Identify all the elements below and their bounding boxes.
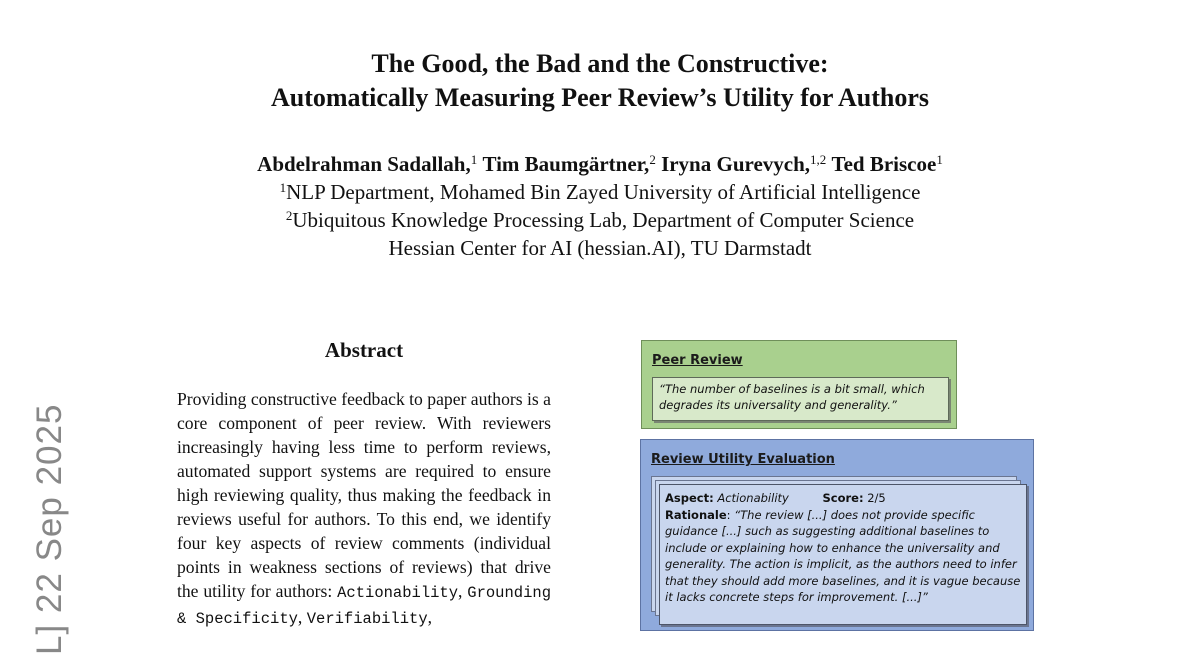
score-value: 2/5 <box>867 491 886 505</box>
separator: , <box>427 607 433 627</box>
affiliation-2 <box>0 206 1200 234</box>
author-line <box>0 150 1200 178</box>
affiliation-3: Hessian Center for AI (hessian.AI), TU Darmstadt <box>388 236 812 260</box>
rationale-block <box>665 507 1021 606</box>
rationale-text: “The review [...] does not provide specific guidance [...] such as suggesting additional baselines to include or explaining how to enhance the universality and generality. The action is implicit, as the authors need to infer that they should add more baselines, and it is vague because it lacks concrete steps for improvement. [...]” <box>665 507 1021 604</box>
aspect-score-line <box>665 490 1021 507</box>
evaluation-title: Review Utility Evaluation <box>651 452 835 467</box>
title-line-1: The Good, the Bad and the Constructive: <box>371 49 829 78</box>
affiliation-mark: 2 <box>285 207 293 223</box>
abstract-text: Providing constructive feedback to paper authors is a core component of peer review. With reviewers increasingly having less time to perform reviews, automated support systems are required to ensure high reviewing quality, thus making the feedback in reviews useful for authors. To this end, we identify four key aspects of review comments (individual points in weakness sections of reviews) that drive the utility for authors: <box>177 389 551 601</box>
rationale-label: Rationale <box>665 507 727 522</box>
author-affiliation-mark: 1 <box>470 151 478 167</box>
paper-title <box>0 47 1200 115</box>
aspect-term: Actionability <box>337 584 459 602</box>
aspect-label: Aspect: <box>665 491 714 505</box>
arxiv-side-stamp: L] 22 Sep 2025 <box>30 403 69 655</box>
aspect-term: Grounding & Specificity <box>177 584 551 628</box>
abstract-body <box>177 387 551 631</box>
score-label: Score: <box>822 491 864 505</box>
title-line-2: Automatically Measuring Peer Review’s Utility for Authors <box>270 83 930 112</box>
evaluation-card <box>659 484 1027 625</box>
author-name: Tim Baumgärtner, <box>482 152 650 176</box>
rationale-colon: : <box>726 507 735 522</box>
author-block <box>0 150 1200 262</box>
affiliation-text: Ubiquitous Knowledge Processing Lab, Department of Computer Science <box>292 208 915 232</box>
author-name: Ted Briscoe <box>831 152 937 176</box>
affiliation-mark: 1 <box>279 179 287 195</box>
peer-review-quote: “The number of baselines is a bit small, which degrades its universality and generality.” <box>652 377 949 421</box>
author-name: Abdelrahman Sadallah, <box>257 152 471 176</box>
affiliation-text: NLP Department, Mohamed Bin Zayed University of Artificial Intelligence <box>286 180 921 204</box>
author-name: Iryna Gurevych, <box>661 152 811 176</box>
separator: , <box>297 607 307 627</box>
author-affiliation-mark: 1 <box>936 151 943 167</box>
aspect-value: Actionability <box>717 491 789 505</box>
aspect-term: Verifiability <box>306 610 428 628</box>
separator: , <box>458 581 468 601</box>
review-utility-evaluation-box <box>640 439 1034 631</box>
peer-review-title: Peer Review <box>652 353 743 368</box>
author-affiliation-mark: 2 <box>649 151 656 167</box>
peer-review-box <box>641 340 957 429</box>
affiliation-1 <box>0 178 1200 206</box>
author-affiliation-mark: 1,2 <box>810 151 827 167</box>
abstract-heading: Abstract <box>324 338 404 362</box>
